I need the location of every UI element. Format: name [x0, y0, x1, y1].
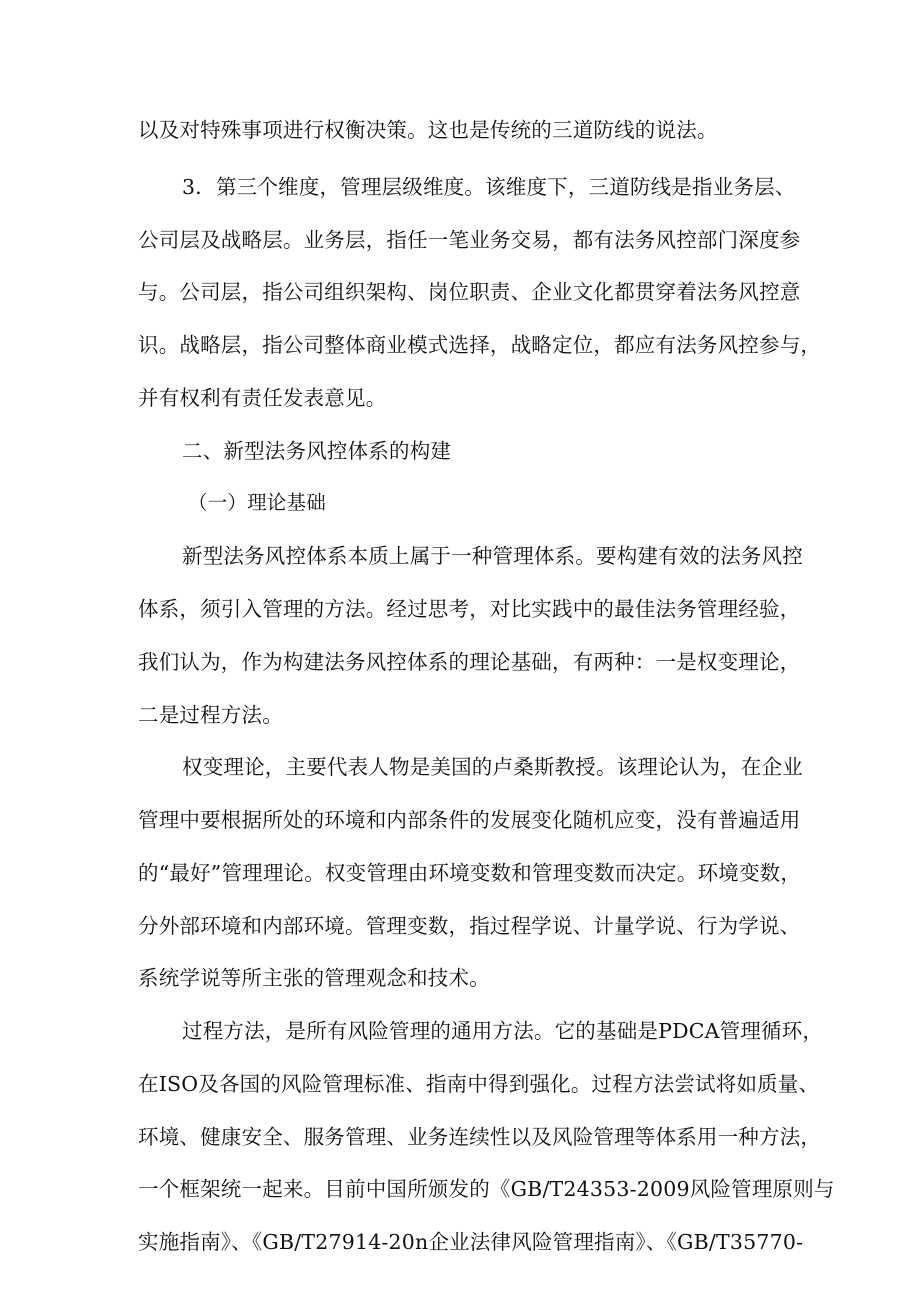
- paragraph-line: 实施指南》、《GB/T27914-20n企业法律风险管理指南》、《GB/T35770-: [138, 1230, 804, 1254]
- paragraph-line: 识。战略层，指公司整体商业模式选择，战略定位，都应有法务风控参与，: [138, 333, 822, 357]
- paragraph-line: 一个框架统一起来。目前中国所颁发的《GB/T24353-2009风险管理原则与: [138, 1177, 835, 1201]
- paragraph-line: 并有权利有责任发表意见。: [138, 386, 387, 410]
- subsection-heading: （一）理论基础: [188, 491, 326, 514]
- paragraph-line: 过程方法，是所有风险管理的通用方法。它的基础是PDCA管理循环，: [182, 1019, 824, 1043]
- paragraph-line: 系统学说等所主张的管理观念和技术。: [138, 966, 490, 990]
- paragraph-line: 以及对特殊事项进行权衡决策。这也是传统的三道防线的说法。: [138, 118, 718, 142]
- paragraph-line: 公司层及战略层。业务层，指任一笔业务交易，都有法务风控部门深度参: [138, 228, 801, 252]
- paragraph-line: 权变理论，主要代表人物是美国的卢桑斯教授。该理论认为，在企业: [182, 755, 803, 779]
- paragraph-line: 二是过程方法。: [138, 703, 283, 727]
- paragraph-line: 与。公司层，指公司组织架构、岗位职责、企业文化都贯穿着法务风控意: [138, 280, 801, 304]
- paragraph-line: 体系，须引入管理的方法。经过思考，对比实践中的最佳法务管理经验，: [138, 597, 801, 621]
- paragraph-line: 新型法务风控体系本质上属于一种管理体系。要构建有效的法务风控: [182, 544, 803, 568]
- paragraph-line: 管理中要根据所处的环境和内部条件的发展变化随机应变，没有普遍适用: [138, 808, 801, 832]
- paragraph-line: 环境、健康安全、服务管理、业务连续性以及风险管理等体系用一种方法，: [138, 1125, 822, 1149]
- paragraph-line: 在ISO及各国的风险管理标准、指南中得到强化。过程方法尝试将如质量、: [138, 1072, 820, 1096]
- section-heading: 二、新型法务风控体系的构建: [182, 439, 452, 463]
- paragraph-line: 我们认为，作为构建法务风控体系的理论基础，有两种：一是权变理论，: [138, 650, 801, 674]
- paragraph-line: 分外部环境和内部环境。管理变数，指过程学说、计量学说、行为学说、: [138, 914, 801, 938]
- paragraph-line: 3．第三个维度，管理层级维度。该维度下，三道防线是指业务层、: [182, 175, 796, 199]
- paragraph-line: 的“最好”管理理论。权变管理由环境变数和管理变数而决定。环境变数，: [138, 861, 802, 885]
